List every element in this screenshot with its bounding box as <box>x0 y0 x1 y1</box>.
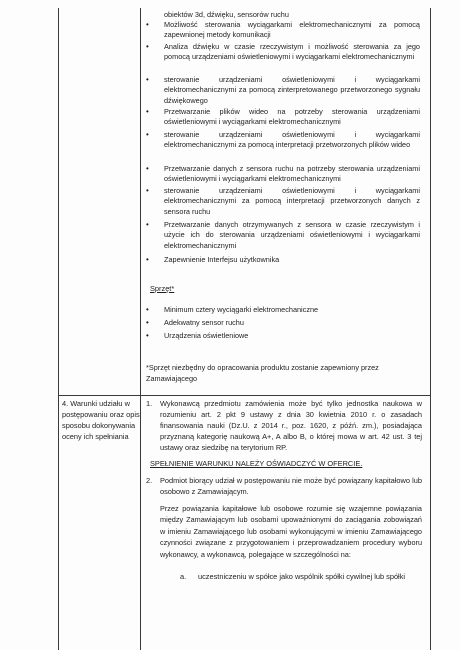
sub-item-a <box>180 571 422 583</box>
list-item: • Przetwarzanie plików wideo na potrzeby sterowania urządzeniami oświetleniowymi i wyciągarkami elektromechanicznymi <box>146 107 420 127</box>
sprzet-heading: Sprzęt* <box>150 284 175 293</box>
list-item: • Adekwatny sensor ruchu <box>146 318 244 327</box>
table-row-divider <box>58 395 431 396</box>
bullet-icon: • <box>146 42 149 51</box>
item-text: Podmiot biorący udział w postępowaniu nie może być powiązany kapitałowo lub osobowo z Zamawiającym. <box>160 476 422 496</box>
bullet-icon: • <box>146 130 149 139</box>
bullet-icon: • <box>146 220 149 229</box>
list-item: • sterowanie urządzeniami oświetleniowymi i wyciągarkami elektromechanicznymi za pomocą interpretacji przetworzonych plików wideo <box>146 130 420 150</box>
list-item: • Przetwarzanie danych otrzymywanych z sensora w czasie rzeczywistym i użycie ich do sterowania urządzeniami oświetleniowymi i wyciągarkami elektromechanicznymi <box>146 220 420 250</box>
bullet-icon: • <box>146 75 149 84</box>
bullet-icon: • <box>146 107 149 116</box>
item-text: Wykonawcą przedmiotu zamówienia może być tylko jednostka naukowa w rozumieniu art. 2 pkt 9 ustawy z dnia 30 kwietnia 2010 r. o zasadach finansowania nauki (Dz.U. z 2014 r., poz. 1620, z późń. zm.), posiadająca przyznaną kategorię naukową A+, A albo B, o której mowa w art. 42 ust. 3 tej ustawy oraz siedzibę na terytorium RP. <box>160 399 422 452</box>
bullet-icon: • <box>146 318 149 327</box>
list-item: • Zapewnienie Interfejsu użytkownika <box>146 255 280 264</box>
table-column-divider <box>140 8 141 650</box>
list-item: • Przetwarzanie danych z sensora ruchu na potrzeby sterowania urządzeniami oświetleniowymi i wyciągarkami elektromechanicznymi <box>146 164 420 184</box>
table-border-right <box>430 8 431 650</box>
sub-item-label: a. <box>180 572 187 581</box>
list-item: • Minimum cztery wyciągarki elektromechaniczne <box>146 305 319 314</box>
item-number: 2. <box>146 476 153 485</box>
condition-item-2 <box>146 475 422 499</box>
list-item: • Analiza dźwięku w czasie rzeczywistym i możliwość sterowania za jego pomocą urządzeniami oświetleniowymi i wyciągarkami elektromechanicznymi <box>146 42 420 62</box>
item-number: 1. <box>146 399 153 408</box>
bullet-icon: • <box>146 20 149 29</box>
declaration-heading: SPEŁNIENIE WARUNKU NALEŻY OŚWIADCZYĆ W OFERCIE. <box>150 459 363 468</box>
sub-item-text: uczestniczeniu w spółce jako wspólnik spółki cywilnej lub spółki <box>198 572 406 581</box>
list-item: • sterowanie urządzeniami oświetleniowymi i wyciągarkami elektromechanicznymi za pomocą zinterpretowanego przetworzonego sygnału dźwiękowego <box>146 75 420 105</box>
requirements-label: 4. Warunki udziału w postępowaniu oraz opis sposobu dokonywania oceny ich spełniania <box>62 399 140 441</box>
bullet-icon: • <box>146 186 149 195</box>
bullet-icon: • <box>146 164 149 173</box>
condition-item-1 <box>146 398 422 454</box>
table-border-left <box>58 8 59 650</box>
bullet-icon: • <box>146 331 149 340</box>
bullet-icon: • <box>146 305 149 314</box>
list-item: • Możliwość sterowania wyciągarkami elektromechanicznymi za pomocą zapewnionej metody komunikacji <box>146 20 420 40</box>
bullet-icon: • <box>146 255 149 264</box>
relations-paragraph: Przez powiązania kapitałowe lub osobowe rozumie się wzajemne powiązania między Zamawiającym lub osobami upoważnionymi do zaciągania zobowiązań w imieniu Zamawiającego lub osobami wykonującymi w imieniu Zamawiającego czynności związane z przygotowaniem i przeprowadzaniem procedury wyboru wykonawcy, a wykonawcą, polegające w szczególności na: <box>160 504 422 559</box>
list-item: • Urządzenia oświetleniowe <box>146 331 249 340</box>
list-item: • sterowanie urządzeniami oświetleniowymi i wyciągarkami elektromechanicznymi za pomocą interpretacji przetworzonych danych z sensora ruchu <box>146 186 420 216</box>
intro-line: obiektów 3d, dźwięku, sensorów ruchu <box>164 10 289 19</box>
equipment-footnote: *Sprzęt niezbędny do opracowania produktu zostanie zapewniony przez Zamawiającego <box>146 363 379 383</box>
